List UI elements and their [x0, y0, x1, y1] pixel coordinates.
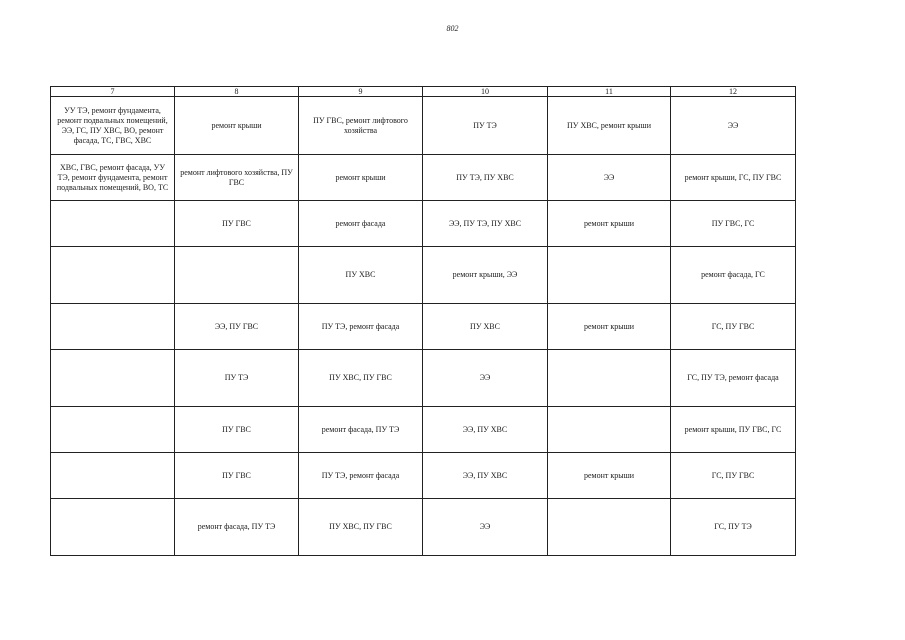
- column-number: 7: [51, 87, 175, 97]
- table-cell: ПУ ГВС, ремонт лифтового хозяйства: [299, 97, 423, 155]
- table-row: [51, 247, 796, 304]
- column-number-row: [51, 87, 796, 97]
- table-cell: [175, 247, 299, 304]
- table-cell: ремонт крыши: [175, 97, 299, 155]
- table-cell: ремонт крыши: [548, 304, 671, 350]
- table-row: [51, 304, 796, 350]
- table-cell: ГС, ПУ ТЭ: [671, 499, 796, 556]
- table-cell: ГС, ПУ ГВС: [671, 304, 796, 350]
- table-cell: ПУ ТЭ, ремонт фасада: [299, 304, 423, 350]
- table-cell: ГС, ПУ ГВС: [671, 453, 796, 499]
- page-number: 802: [446, 24, 459, 33]
- table-cell: ПУ ХВС: [299, 247, 423, 304]
- table-cell: [51, 499, 175, 556]
- table-cell: [548, 499, 671, 556]
- table-cell: ПУ ТЭ: [423, 97, 548, 155]
- table-cell: ремонт крыши, ПУ ГВС, ГС: [671, 407, 796, 453]
- table-cell: [51, 304, 175, 350]
- table-cell: ПУ ГВС: [175, 453, 299, 499]
- table-cell: ПУ ТЭ, ремонт фасада: [299, 453, 423, 499]
- table-cell: ПУ ТЭ: [175, 350, 299, 407]
- table-cell: ремонт крыши, ЭЭ: [423, 247, 548, 304]
- table-cell: [548, 350, 671, 407]
- table-cell: ЭЭ: [423, 499, 548, 556]
- table-cell: [51, 407, 175, 453]
- column-number: 8: [175, 87, 299, 97]
- works-table: [50, 86, 796, 556]
- table-cell: ЭЭ, ПУ ТЭ, ПУ ХВС: [423, 201, 548, 247]
- table-cell: ремонт фасада, ПУ ТЭ: [175, 499, 299, 556]
- table-cell: ПУ ГВС: [175, 201, 299, 247]
- table-cell: ремонт фасада: [299, 201, 423, 247]
- table-cell: ЭЭ: [423, 350, 548, 407]
- table-cell: ПУ ХВС, ПУ ГВС: [299, 350, 423, 407]
- table-cell: ремонт крыши: [299, 155, 423, 201]
- table-cell: [548, 247, 671, 304]
- table-row: [51, 97, 796, 155]
- table-cell: ПУ ГВС, ГС: [671, 201, 796, 247]
- table-cell: [548, 407, 671, 453]
- table-cell: [51, 247, 175, 304]
- table-cell: УУ ТЭ, ремонт фундамента, ремонт подвальных помещений, ЭЭ, ГС, ПУ ХВС, ВО, ремонт фасада, ТС, ГВС, ХВС: [51, 97, 175, 155]
- table-cell: ремонт крыши, ГС, ПУ ГВС: [671, 155, 796, 201]
- table-cell: [51, 201, 175, 247]
- column-number: 11: [548, 87, 671, 97]
- table-row: [51, 453, 796, 499]
- table-cell: ремонт лифтового хозяйства, ПУ ГВС: [175, 155, 299, 201]
- table-cell: [51, 453, 175, 499]
- table-row: [51, 155, 796, 201]
- column-number: 12: [671, 87, 796, 97]
- table-cell: ремонт крыши: [548, 201, 671, 247]
- column-number: 10: [423, 87, 548, 97]
- table-cell: ремонт фасада, ПУ ТЭ: [299, 407, 423, 453]
- table-cell: ремонт фасада, ГС: [671, 247, 796, 304]
- table-row: [51, 499, 796, 556]
- table-row: [51, 407, 796, 453]
- table-cell: ПУ ГВС: [175, 407, 299, 453]
- column-number: 9: [299, 87, 423, 97]
- table-cell: ПУ ХВС, ремонт крыши: [548, 97, 671, 155]
- table-cell: ЭЭ, ПУ ХВС: [423, 453, 548, 499]
- table-row: [51, 201, 796, 247]
- table-row: [51, 350, 796, 407]
- table-cell: ПУ ХВС: [423, 304, 548, 350]
- table-cell: ЭЭ: [671, 97, 796, 155]
- table-cell: ЭЭ, ПУ ГВС: [175, 304, 299, 350]
- table-cell: ГС, ПУ ТЭ, ремонт фасада: [671, 350, 796, 407]
- table-cell: [51, 350, 175, 407]
- table-cell: ЭЭ: [548, 155, 671, 201]
- table-cell: ремонт крыши: [548, 453, 671, 499]
- table-cell: ХВС, ГВС, ремонт фасада, УУ ТЭ, ремонт фундамента, ремонт подвальных помещений, ВО, ТС: [51, 155, 175, 201]
- table-cell: ПУ ХВС, ПУ ГВС: [299, 499, 423, 556]
- table-cell: ПУ ТЭ, ПУ ХВС: [423, 155, 548, 201]
- table-cell: ЭЭ, ПУ ХВС: [423, 407, 548, 453]
